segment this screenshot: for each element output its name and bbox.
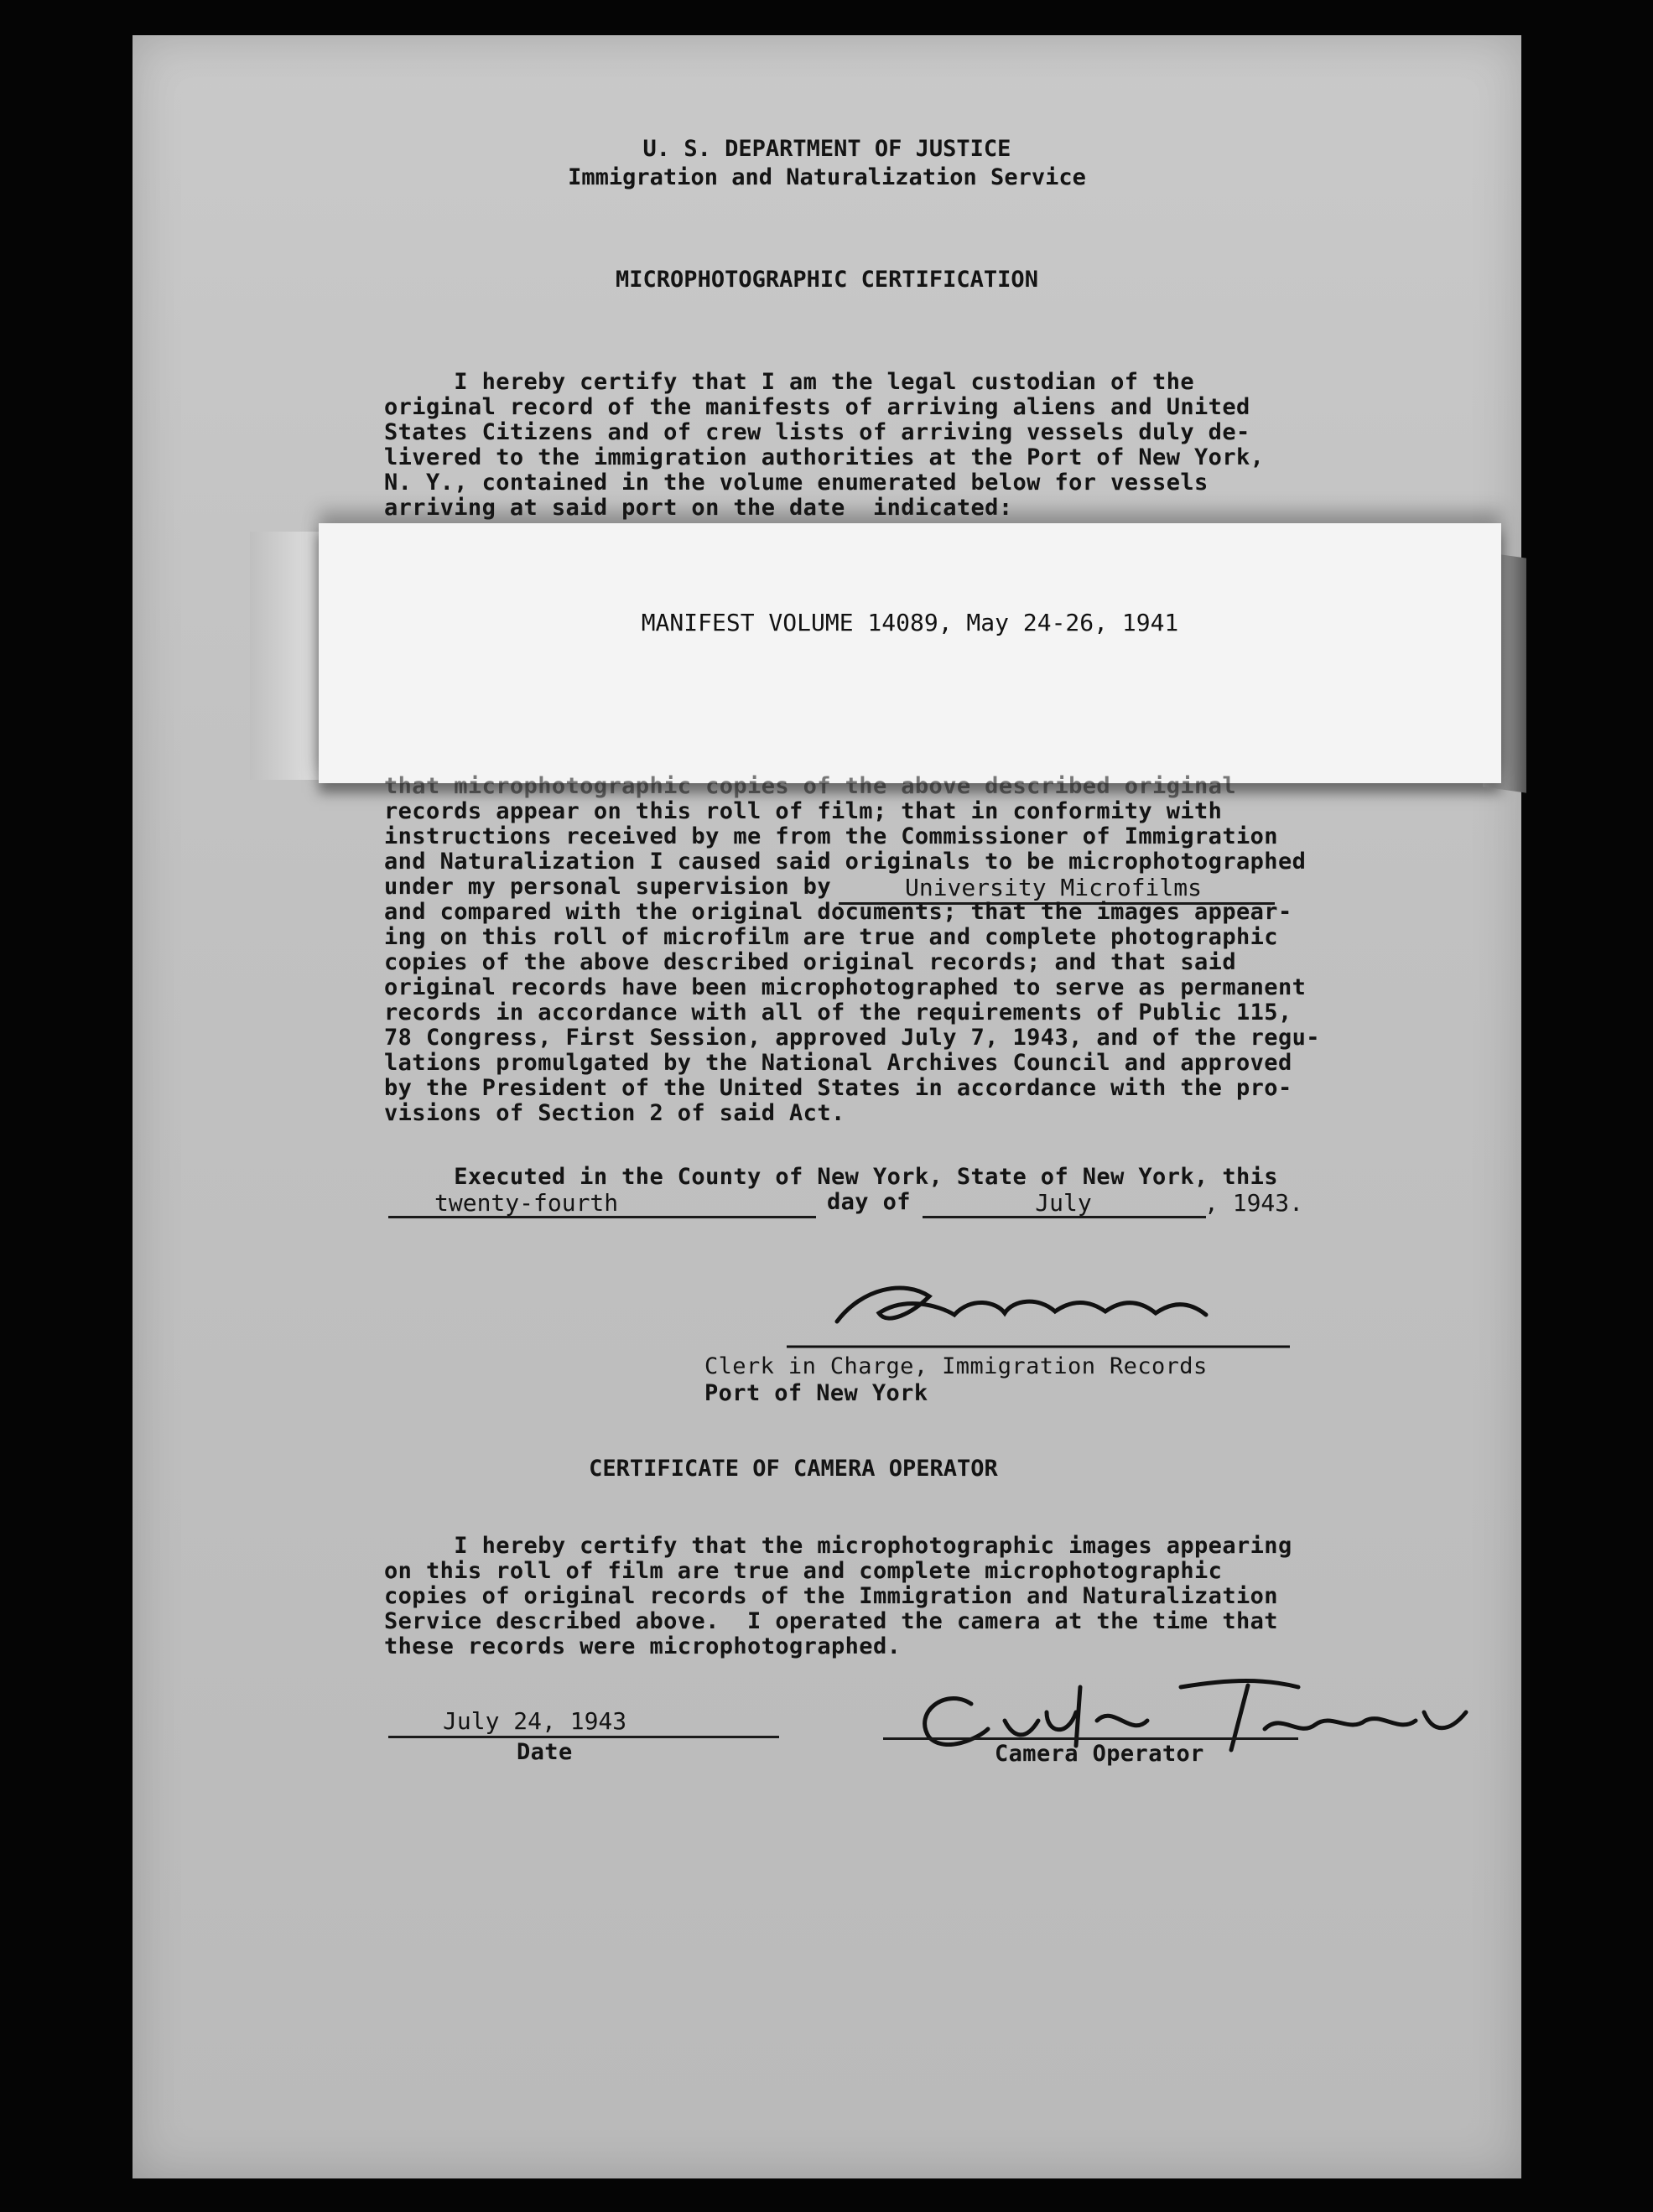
camera-para-line: Service described above. I operated the camera at the time that — [384, 1608, 1278, 1634]
clerk-port: Port of New York — [704, 1380, 928, 1406]
para2-line: instructions received by me from the Commissioner of Immigration — [384, 823, 1278, 849]
date-label: Date — [517, 1739, 573, 1765]
para2-line: that microphotographic copies of the above described original — [384, 773, 1236, 799]
para2-line: visions of Section 2 of said Act. — [384, 1100, 845, 1126]
day-of-label: day of — [827, 1189, 911, 1215]
department-heading: U. S. DEPARTMENT OF JUSTICE — [642, 136, 1011, 162]
para1-line: N. Y., contained in the volume enumerated below for vessels — [384, 470, 1209, 496]
certification-title: MICROPHOTOGRAPHIC CERTIFICATION — [616, 267, 1038, 293]
para2-line: records appear on this roll of film; that in conformity with — [384, 798, 1223, 824]
year-value: , 1943. — [1204, 1189, 1304, 1217]
camera-certificate-title: CERTIFICATE OF CAMERA OPERATOR — [589, 1456, 998, 1482]
para2-line: lations promulgated by the National Archives Council and approved — [384, 1050, 1292, 1076]
camera-para-line: on this roll of film are true and complete microphotographic — [384, 1558, 1223, 1584]
camera-para-line: I hereby certify that the microphotographic images appearing — [384, 1533, 1292, 1559]
para2-line: ing on this roll of microfilm are true and complete photographic — [384, 924, 1278, 950]
para2-line: records in accordance with all of the requirements of Public 115, — [384, 1000, 1292, 1026]
para1-line: livered to the immigration authorities at the Port of New York, — [384, 444, 1265, 470]
manifest-volume-label: MANIFEST VOLUME 14089, May 24-26, 1941 — [641, 609, 1179, 636]
para2-line: 78 Congress, First Session, approved July 7, 1943, and of the regu- — [384, 1025, 1320, 1051]
camera-para-line: these records were microphotographed. — [384, 1633, 902, 1659]
clerk-signature — [787, 1263, 1290, 1363]
month-rule — [923, 1216, 1206, 1218]
clerk-title: Clerk in Charge, Immigration Records — [704, 1353, 1208, 1379]
supervisor-field: University Microfilms — [904, 874, 1202, 901]
para2-line: original records have been microphotographed to serve as permanent — [384, 974, 1307, 1000]
service-heading: Immigration and Naturalization Service — [568, 164, 1086, 190]
document-page — [133, 35, 1521, 2178]
day-value: twenty-fourth — [434, 1189, 619, 1217]
executed-line: Executed in the County of New York, State of New York, this — [384, 1164, 1278, 1190]
para2-line: copies of the above described original records; and that said — [384, 949, 1236, 975]
para1-line: States Citizens and of crew lists of arriving vessels duly de- — [384, 419, 1250, 445]
para1-line: arriving at said port on the date indicated: — [384, 495, 1013, 521]
para2-line: under my personal supervision by — [384, 874, 831, 900]
month-value: July — [1035, 1189, 1092, 1217]
date-rule — [388, 1736, 779, 1738]
manifest-strip — [319, 523, 1501, 783]
day-rule — [388, 1216, 816, 1218]
operator-label: Camera Operator — [995, 1741, 1204, 1767]
operator-rule — [883, 1737, 1298, 1740]
para2-line: by the President of the United States in accordance with the pro- — [384, 1075, 1292, 1101]
para2-line: and Naturalization I caused said originals to be microphotographed — [384, 849, 1307, 875]
para2-line: and compared with the original documents; that the images appear- — [384, 899, 1292, 925]
para1-line: I hereby certify that I am the legal custodian of the — [384, 369, 1195, 395]
camera-date-value: July 24, 1943 — [443, 1707, 627, 1735]
para1-line: original record of the manifests of arriving aliens and United — [384, 394, 1250, 420]
camera-para-line: copies of original records of the Immigration and Naturalization — [384, 1583, 1278, 1609]
